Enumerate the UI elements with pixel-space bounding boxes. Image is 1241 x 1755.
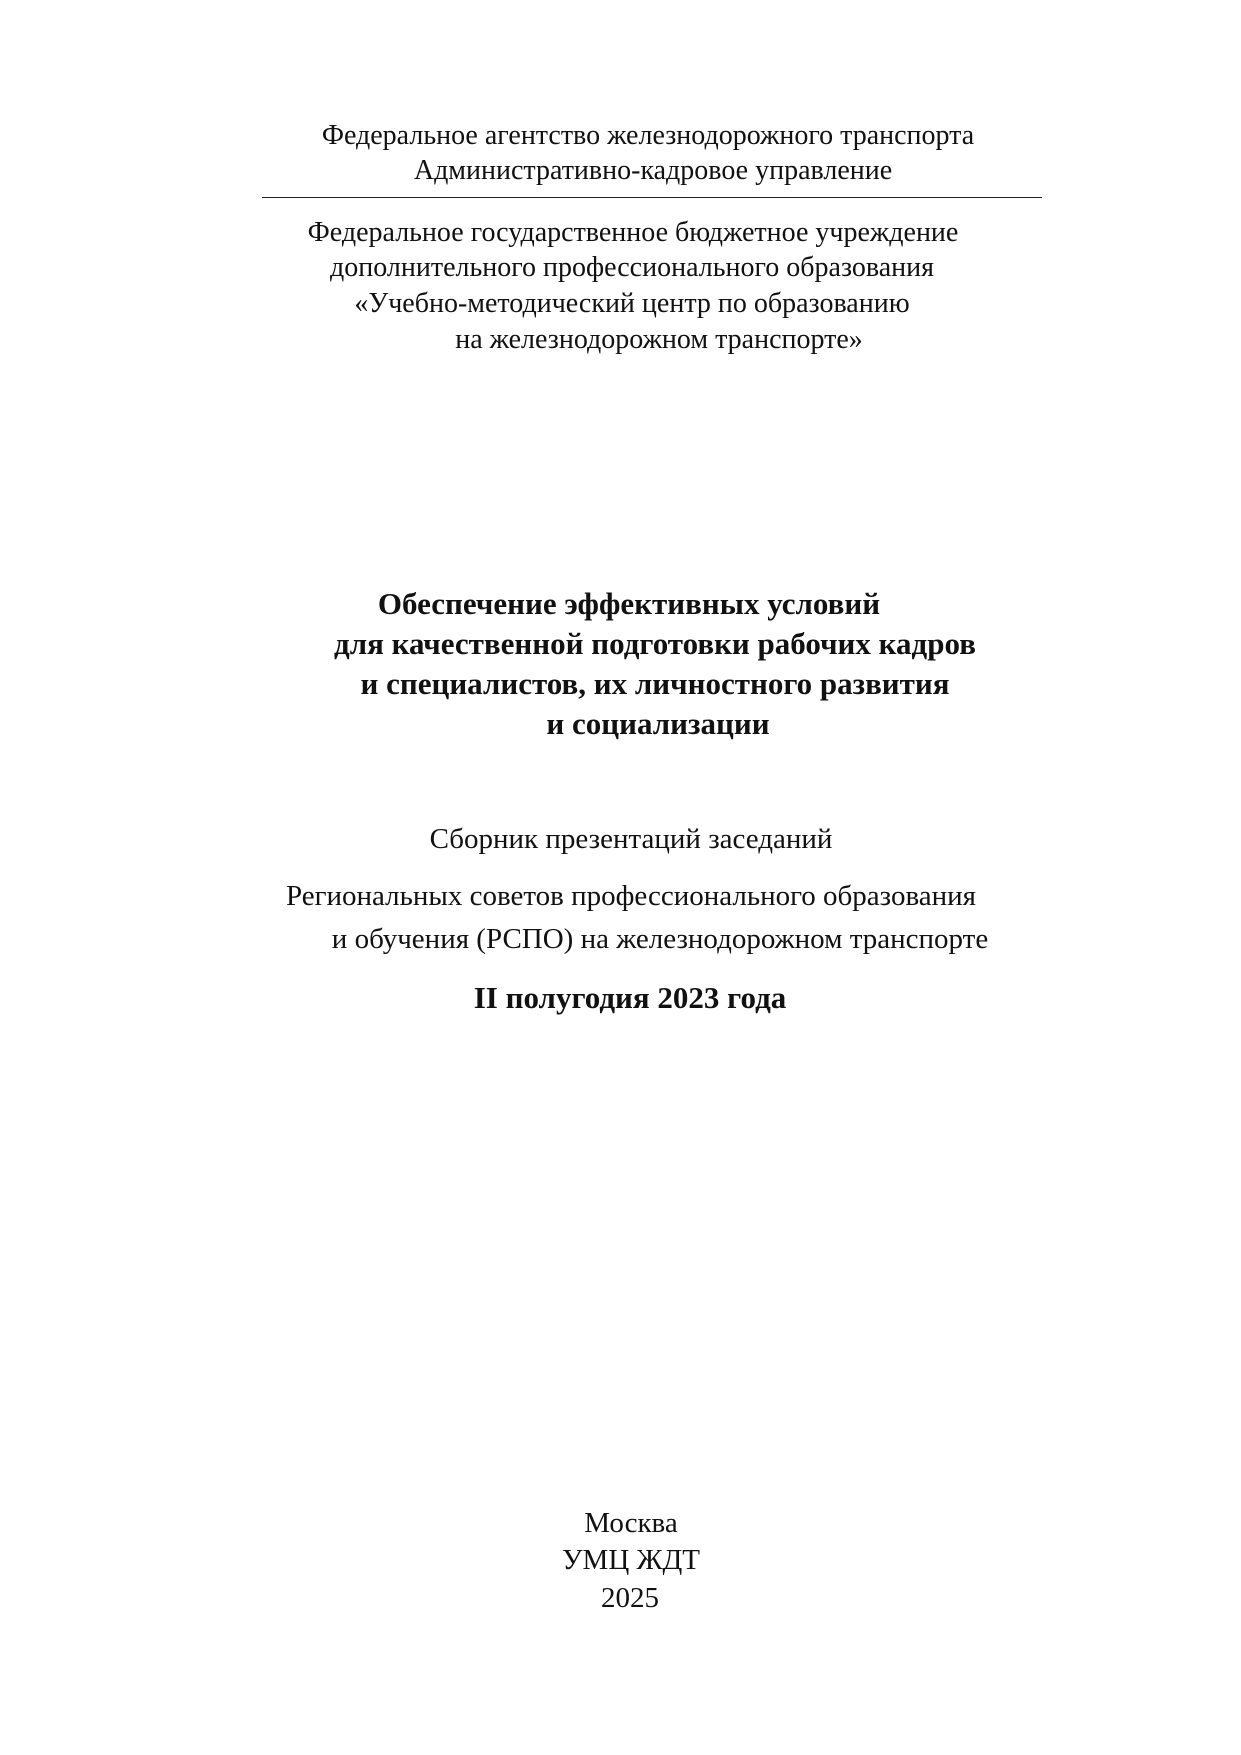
period-label: II полугодия 2023 года	[473, 980, 787, 1015]
institution-line-1: Федеральное государственное бюджетное учреждение	[307, 217, 959, 248]
councils-line-1: Региональных советов профессионального образования	[285, 880, 977, 912]
title-line-1: Обеспечение эффективных условий	[377, 586, 881, 621]
title-line-4: и социализации	[546, 706, 770, 741]
imprint-publisher: УМЦ ЖДТ	[562, 1544, 700, 1576]
institution-line-3: «Учебно-методический центр по образованию	[354, 288, 910, 319]
councils-line-2: и обучения (РСПО) на железнодорожном транспорте	[331, 923, 989, 955]
imprint-city: Москва	[584, 1507, 678, 1539]
imprint-year: 2025	[601, 1582, 659, 1614]
institution-line-2: дополнительного профессионального образования	[330, 252, 934, 283]
title-line-3: и специалистов, их личностного развития	[360, 666, 950, 701]
header-department: Административно-кадровое управление	[413, 155, 893, 186]
header-agency: Федеральное агентство железнодорожного транспорта	[321, 120, 975, 151]
header-divider	[262, 197, 1042, 198]
title-line-2: для качественной подготовки рабочих кадров	[334, 626, 976, 661]
collection-subtitle: Сборник презентаций заседаний	[429, 823, 833, 855]
institution-line-4: на железнодорожном транспорте»	[455, 324, 863, 355]
